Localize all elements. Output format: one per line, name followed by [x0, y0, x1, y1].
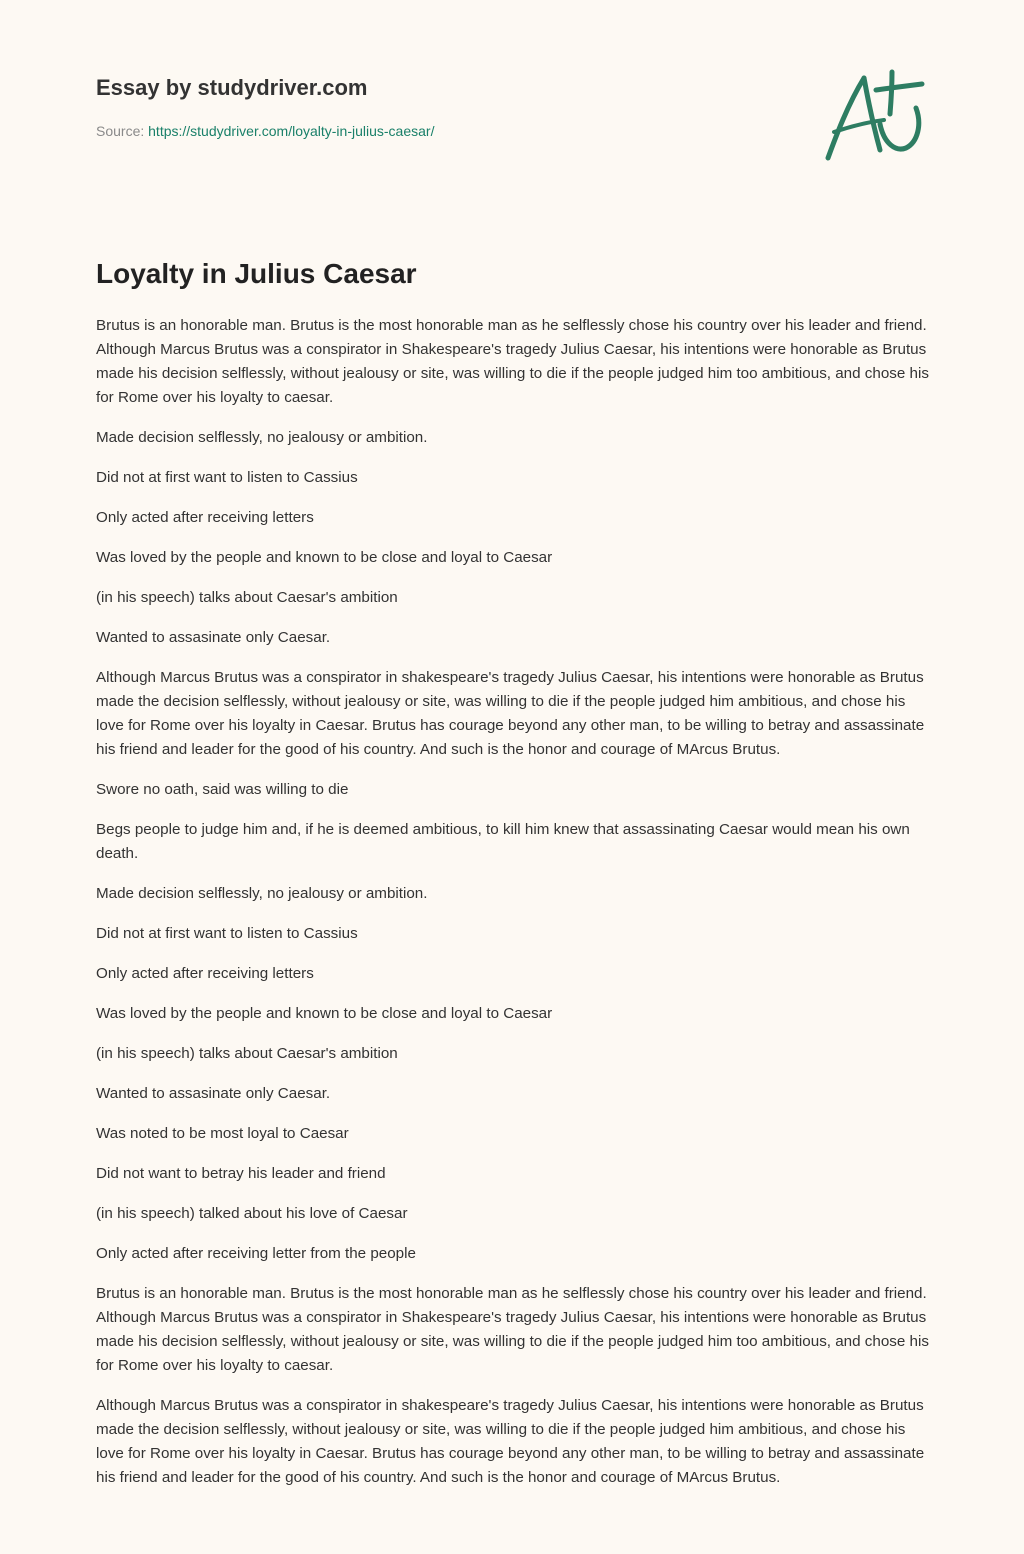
essay-body [96, 314, 932, 1490]
essay-paragraph: Was loved by the people and known to be close and loyal to Caesar [96, 1005, 553, 1022]
essay-paragraph: Only acted after receiving letter from the people [96, 1245, 416, 1262]
essay-paragraph: Was loved by the people and known to be close and loyal to Caesar [96, 549, 553, 566]
essay-paragraph: Did not at first want to listen to Cassius [96, 469, 358, 486]
essay-paragraph: Although Marcus Brutus was a conspirator in shakespeare's tragedy Julius Caesar, his intentions were honorable as Brutus made the decision selflessly, without jealousy or site, was willing to die if the people judged him ambitious, and chose his love for Rome over his loyalty in Caesar. Brutus has courage beyond any other man, to be willing to betray and assassinate his friend and leader for the good of his country. And such is the honor and courage of MArcus Brutus. [96, 1397, 925, 1486]
source-label: Source: [96, 123, 149, 139]
essay-paragraph: Brutus is an honorable man. Brutus is the most honorable man as he selflessly chose his country over his leader and friend. Although Marcus Brutus was a conspirator in Shakespeare's tragedy Julius Caesar, his intentions were honorable as Brutus made his decision selflessly, without jealousy or site, was willing to die if the people judged him too ambitious, and chose his for Rome over his loyalty to caesar. [96, 1285, 929, 1374]
essay-paragraph: Swore no oath, said was willing to die [96, 781, 349, 798]
essay-paragraph: Although Marcus Brutus was a conspirator in shakespeare's tragedy Julius Caesar, his intentions were honorable as Brutus made the decision selflessly, without jealousy or site, was willing to die if the people judged him ambitious, and chose his love for Rome over his loyalty in Caesar. Brutus has courage beyond any other man, to be willing to betray and assassinate his friend and leader for the good of his country. And such is the honor and courage of MArcus Brutus. [96, 669, 925, 758]
essay-paragraph: Only acted after receiving letters [96, 509, 314, 526]
source-line [96, 122, 796, 140]
essay-title: Loyalty in Julius Caesar [96, 258, 417, 289]
essay-paragraph: Wanted to assasinate only Caesar. [96, 1085, 331, 1102]
essay-paragraph: Was noted to be most loyal to Caesar [96, 1125, 349, 1142]
a-plus-logo-icon [818, 66, 930, 166]
essay-paragraph: Made decision selflessly, no jealousy or ambition. [96, 885, 428, 902]
page-header [96, 74, 796, 140]
essay-paragraph: Begs people to judge him and, if he is deemed ambitious, to kill him knew that assassinating Caesar would mean his own death. [96, 821, 910, 862]
site-title: Essay by studydriver.com [96, 75, 368, 100]
essay-paragraph: Brutus is an honorable man. Brutus is the most honorable man as he selflessly chose his country over his leader and friend. Although Marcus Brutus was a conspirator in Shakespeare's tragedy Julius Caesar, his intentions were honorable as Brutus made his decision selflessly, without jealousy or site, was willing to die if the people judged him too ambitious, and chose his for Rome over his loyalty to caesar. [96, 317, 929, 406]
essay-paragraph: Did not at first want to listen to Cassius [96, 925, 358, 942]
essay-paragraph: Only acted after receiving letters [96, 965, 314, 982]
essay-article [96, 254, 932, 1506]
essay-paragraph: Made decision selflessly, no jealousy or ambition. [96, 429, 428, 446]
essay-paragraph: (in his speech) talked about his love of Caesar [96, 1205, 408, 1222]
essay-paragraph: (in his speech) talks about Caesar's ambition [96, 589, 398, 606]
essay-paragraph: (in his speech) talks about Caesar's ambition [96, 1045, 398, 1062]
essay-paragraph: Did not want to betray his leader and friend [96, 1165, 386, 1182]
essay-paragraph: Wanted to assasinate only Caesar. [96, 629, 331, 646]
source-link[interactable]: https://studydriver.com/loyalty-in-julius-caesar/ [148, 123, 435, 139]
